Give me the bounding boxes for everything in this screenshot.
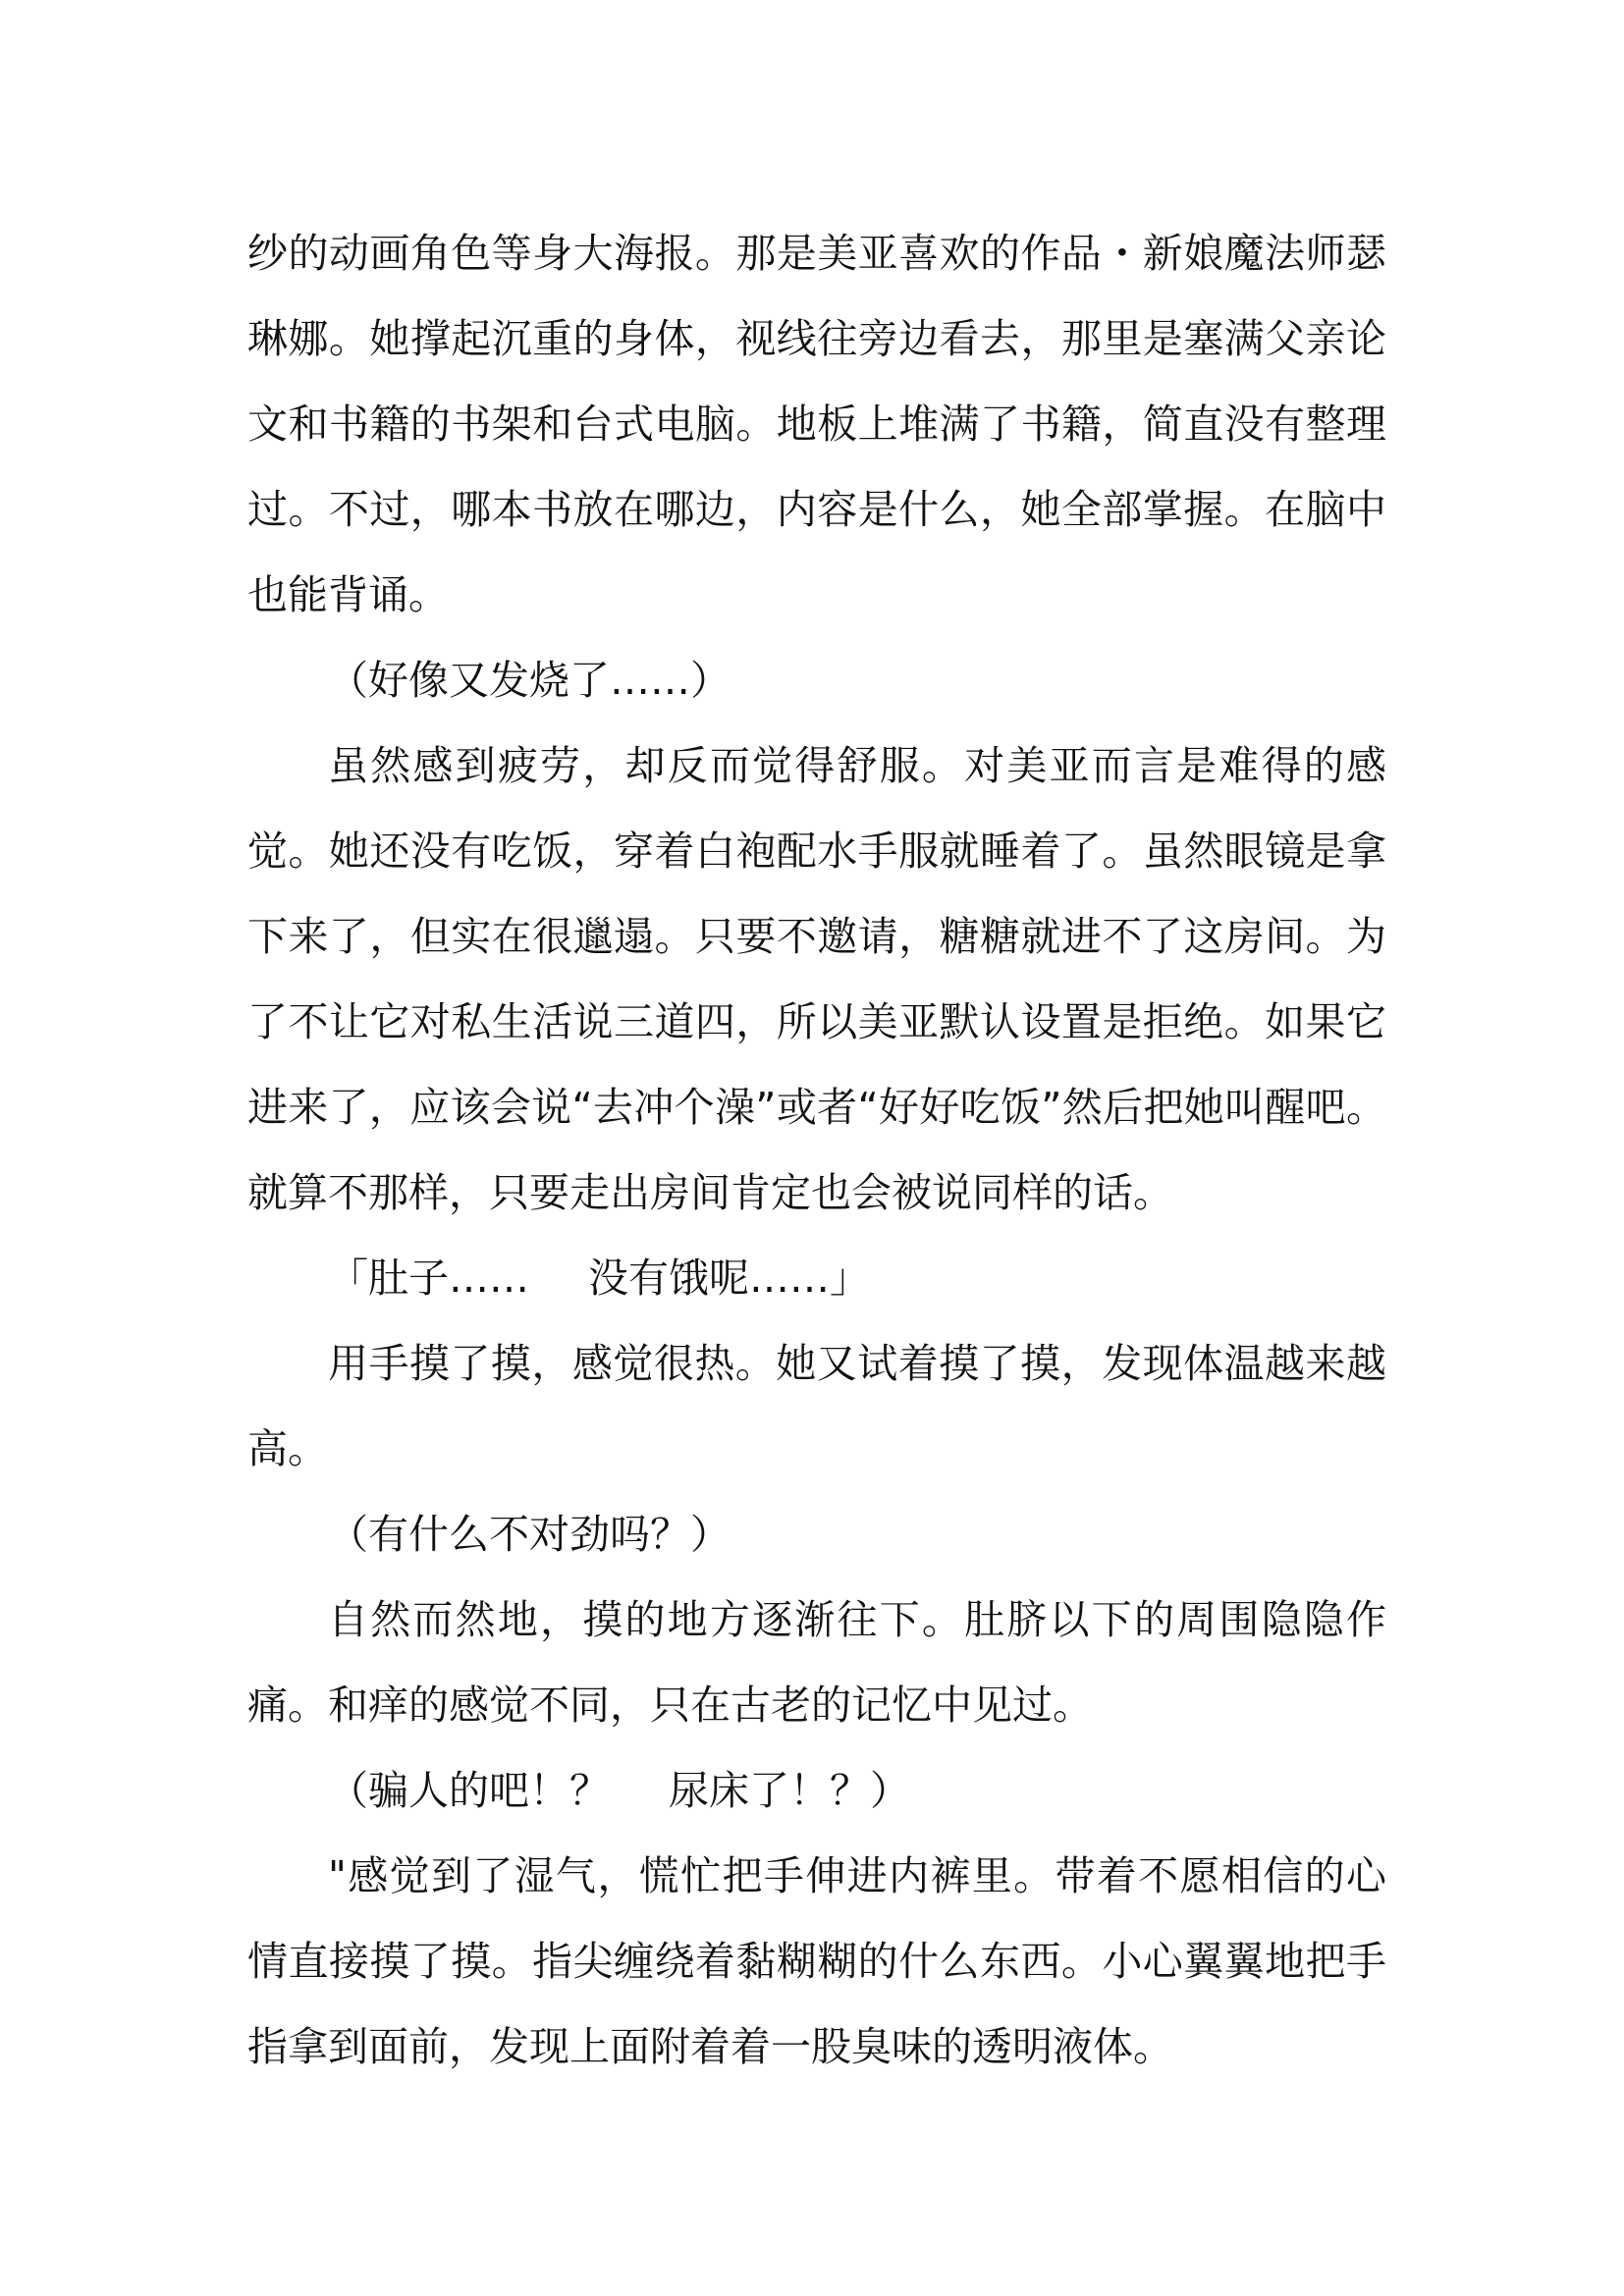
thought-part-2: 尿床了！？） bbox=[669, 1767, 910, 1814]
dialogue-part-2: 没有饿呢……」 bbox=[588, 1255, 870, 1302]
paragraph-6: （有什么不对劲吗？） bbox=[328, 1511, 731, 1558]
body-text bbox=[247, 211, 1386, 2090]
paragraph-3: 虽然感到疲劳，却反而觉得舒服。对美亚而言是难得的感觉。她还没有吃饭，穿着白袍配水手服就睡着了。虽然眼镜是拿下来了，但实在很邋遢。只要不邀请，糖糖就进不了这房间。为了不让它对私生活说三道四，所以美亚默认设置是拒绝。如果它进来了，应该会说“去冲个澡”或者“好好吃饭”然后把她叫醒吧。就算不那样，只要走出房间肯定也会被说同样的话。 bbox=[247, 742, 1386, 1216]
paragraph-7: 自然而然地，摸的地方逐渐往下。肚脐以下的周围隐隐作痛。和痒的感觉不同，只在古老的记忆中见过。 bbox=[247, 1596, 1386, 1729]
paragraph-4 bbox=[247, 1236, 1386, 1321]
paragraph-5: 用手摸了摸，感觉很热。她又试着摸了摸，发现体温越来越高。 bbox=[247, 1340, 1386, 1472]
paragraph-8 bbox=[247, 1748, 1386, 1834]
paragraph-2: （好像又发烧了……） bbox=[328, 657, 731, 704]
dialogue-part-1: 「肚子…… bbox=[328, 1255, 529, 1302]
thought-part-1: （骗人的吧！？ bbox=[328, 1767, 610, 1814]
paragraph-1: 纱的动画角色等身大海报。那是美亚喜欢的作品・新娘魔法师瑟琳娜。她撑起沉重的身体，视线往旁边看去，那里是塞满父亲论文和书籍的书架和台式电脑。地板上堆满了书籍，简直没有整理过。不过，哪本书放在哪边，内容是什么，她全部掌握。在脑中也能背诵。 bbox=[247, 230, 1386, 618]
paragraph-9: "感觉到了湿气，慌忙把手伸进内裤里。带着不愿相信的心情直接摸了摸。指尖缠绕着黏糊糊的什么东西。小心翼翼地把手指拿到面前，发现上面附着着一股臭味的透明液体。 bbox=[247, 1852, 1386, 2070]
